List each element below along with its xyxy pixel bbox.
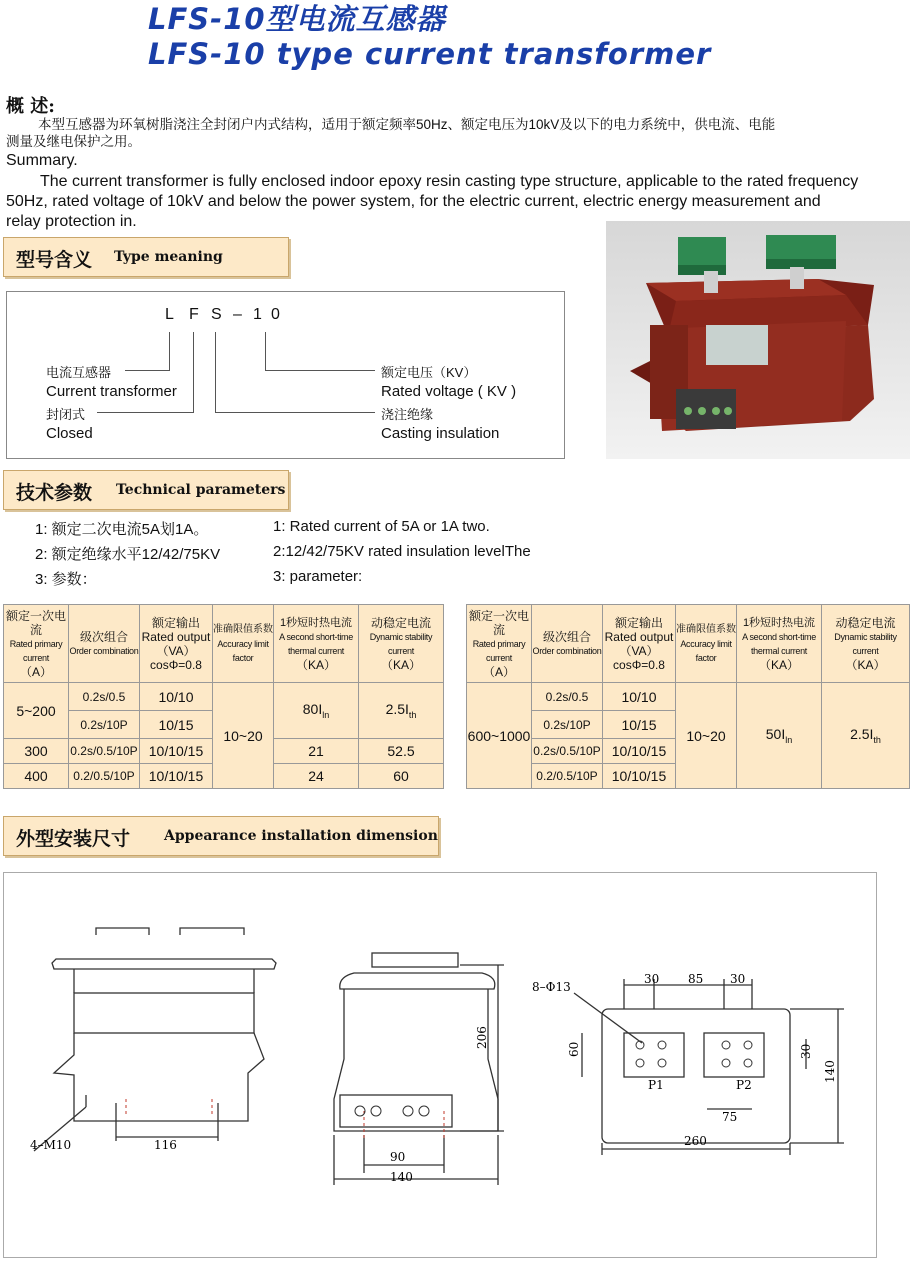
leader-l-h [125, 370, 170, 371]
th-thermal-en2: thermal current [287, 645, 345, 656]
parameter-table-2 [466, 604, 910, 789]
t2-dynamic-main: 2.5I [850, 726, 874, 743]
leader-f-h [97, 412, 194, 413]
th2-order-cn: 级次组合 [542, 629, 591, 644]
t2-dynamic [822, 683, 910, 789]
dimension-tag-en: Appearance installation dimension [164, 828, 438, 844]
t1-order-1: 0.2s/0.5 [69, 683, 140, 711]
summary-heading-en: Summary. [6, 152, 78, 169]
model-char-f: F [189, 306, 199, 323]
summary-text-cn-1: 本型互感器为环氧树脂浇注全封闭户内式结构，适用于额定频率50Hz、额定电压为10kV及以下的电力系统中，供电流、电能 [38, 117, 776, 132]
t1-thermal-a [274, 683, 359, 739]
label-rated-voltage-en: Rated voltage ( KV ) [381, 383, 517, 400]
dim-90: 90 [390, 1150, 406, 1164]
dimension-tag [3, 816, 439, 856]
dim-m10: 4–M10 [30, 1138, 72, 1152]
th2-output-cos: cosΦ=0.8 [613, 657, 665, 672]
t2-thermal-sub: ln [785, 734, 793, 745]
th2-thermal-cn: 1秒短时热电流 [742, 616, 816, 629]
th2-order-en: Order combination [532, 645, 602, 656]
title-en: LFS-10 type current transformer [148, 37, 712, 71]
th2-current-en: Rated primary current [472, 638, 526, 663]
th-alf-cn: 准确限值系数 [213, 623, 273, 635]
leader-10-h [265, 370, 375, 371]
param-en-2: 2:12/42/75KV rated insulation levelThe [273, 543, 531, 560]
th-output-unit: （VA） [156, 643, 196, 658]
th2-current-cn: 额定一次电流 [468, 608, 529, 637]
dim-260: 260 [684, 1134, 707, 1148]
th2-thermal-unit: （KA） [758, 657, 799, 672]
t1-output-3: 10/10/15 [140, 739, 213, 764]
dim-30-c: 30 [799, 1043, 813, 1059]
th2-dynamic-unit: （KA） [845, 657, 886, 672]
th2-alf-cn: 准确限值系数 [676, 623, 736, 635]
t1-dynamic-b: 52.5 [359, 739, 444, 764]
t2-current: 600~1000 [467, 683, 532, 789]
model-char-1: 1 [253, 306, 262, 323]
t1-order-3: 0.2s/0.5/10P [69, 739, 140, 764]
type-meaning-tag-cn: 型号含义 [16, 249, 93, 271]
dim-75: 75 [722, 1110, 738, 1124]
th-current-unit: （A） [19, 664, 52, 679]
summary-text-en-3: relay protection in. [6, 213, 137, 230]
t2-thermal-main: 50I [765, 726, 786, 743]
th-dynamic-en: Dynamic stability current [369, 631, 433, 656]
th-output-en: Rated output [141, 629, 211, 644]
label-current-transformer-en: Current transformer [46, 383, 177, 400]
label-rated-voltage-cn: 额定电压（KV） [381, 365, 477, 380]
t2-dynamic-sub: th [873, 734, 881, 745]
dim-p2: P2 [736, 1078, 752, 1092]
t2-order-2: 0.2s/10P [532, 711, 603, 739]
th2-thermal-en2: thermal current [750, 645, 808, 656]
t1-output-1: 10/10 [140, 683, 213, 711]
param-cn-2: 2: 额定绝缘水平12/42/75KV [35, 546, 221, 563]
th-output-cn: 额定输出 [151, 615, 200, 630]
dim-30-a: 30 [644, 972, 660, 986]
label-casting-insulation-cn: 浇注绝缘 [381, 407, 434, 422]
t2-order-4: 0.2/0.5/10P [532, 764, 603, 789]
summary-text-en-1: The current transformer is fully enclosed indoor epoxy resin casting type structure, applicable to the rated frequency [40, 173, 859, 190]
summary-heading-cn: 概 述: [6, 96, 55, 117]
th-order-en: Order combination [69, 645, 139, 656]
tech-params-tag-en: Technical parameters [116, 482, 286, 498]
param-cn-1: 1: 额定二次电流5A划1A。 [35, 521, 209, 538]
leader-s [215, 332, 216, 412]
label-current-transformer-cn: 电流互感器 [46, 365, 112, 380]
label-closed-cn: 封闭式 [46, 407, 86, 422]
table-header-row [4, 605, 444, 683]
th-thermal-cn: 1秒短时热电流 [279, 616, 353, 629]
param-en-3: 3: parameter: [273, 568, 363, 585]
t1-alf: 10~20 [213, 683, 274, 789]
t1-thermal-a-sub: ln [322, 709, 330, 720]
label-closed-en: Closed [46, 425, 93, 442]
dim-116: 116 [154, 1138, 177, 1152]
th-current-en: Rated primary current [9, 638, 63, 663]
type-meaning-tag-en: Type meaning [114, 249, 223, 265]
dim-p1: P1 [648, 1078, 664, 1092]
summary-text-en-2: 50Hz, rated voltage of 10kV and below the power system, for the electric current, electric energy measurement and [6, 193, 821, 210]
th-current-cn: 额定一次电流 [5, 608, 66, 637]
dim-30-b: 30 [730, 972, 746, 986]
th2-alf-en: Accuracy limit factor [680, 638, 732, 663]
t1-dynamic-a-main: 2.5I [385, 701, 409, 718]
t2-order-3: 0.2s/0.5/10P [532, 739, 603, 764]
t2-thermal [737, 683, 822, 789]
th-order-cn: 级次组合 [79, 629, 128, 644]
dim-140-side: 140 [390, 1170, 413, 1184]
t2-output-1: 10/10 [603, 683, 676, 711]
type-meaning-tag [3, 237, 289, 277]
t1-thermal-a-main: 80I [302, 701, 323, 718]
t2-output-4: 10/10/15 [603, 764, 676, 789]
leader-l [169, 332, 170, 370]
model-char-dash: – [233, 306, 242, 323]
t2-output-2: 10/15 [603, 711, 676, 739]
t1-output-2: 10/15 [140, 711, 213, 739]
th-dynamic-cn: 动稳定电流 [370, 615, 431, 630]
t2-output-3: 10/10/15 [603, 739, 676, 764]
title-cn: LFS-10型电流互感器 [148, 2, 446, 36]
t1-thermal-c: 24 [274, 764, 359, 789]
t1-output-4: 10/10/15 [140, 764, 213, 789]
param-cn-3: 3: 参数： [35, 571, 97, 588]
t1-dynamic-a-sub: th [408, 709, 417, 720]
dimension-drawing [3, 872, 877, 1258]
model-char-0: 0 [271, 306, 280, 323]
dim-85: 85 [688, 972, 704, 986]
model-char-s: S [211, 306, 222, 323]
th2-output-cn: 额定输出 [614, 615, 663, 630]
t1-current-c: 400 [4, 764, 69, 789]
t1-order-4: 0.2/0.5/10P [69, 764, 140, 789]
tech-params-tag [3, 470, 289, 510]
label-casting-insulation-en: Casting insulation [381, 425, 500, 442]
t1-thermal-b: 21 [274, 739, 359, 764]
th2-dynamic-en: Dynamic stability current [834, 631, 897, 656]
tech-params-tag-cn: 技术参数 [16, 482, 93, 504]
th-alf-en: Accuracy limit factor [217, 638, 269, 663]
parameter-table-1 [3, 604, 444, 789]
dim-60: 60 [567, 1041, 581, 1057]
th2-current-unit: （A） [482, 664, 515, 679]
th2-dynamic-cn: 动稳定电流 [835, 615, 896, 630]
dim-206: 206 [475, 1026, 489, 1049]
t2-order-1: 0.2s/0.5 [532, 683, 603, 711]
dim-hole: 8–Φ13 [532, 980, 571, 994]
th2-output-en: Rated output [604, 629, 674, 644]
th-thermal-en: A second short-time [279, 631, 353, 642]
dimension-tag-cn: 外型安装尺寸 [16, 828, 131, 850]
t1-dynamic-a [359, 683, 444, 739]
t2-alf: 10~20 [676, 683, 737, 789]
th-thermal-unit: （KA） [295, 657, 336, 672]
dim-140-top: 140 [823, 1060, 837, 1083]
t1-order-2: 0.2s/10P [69, 711, 140, 739]
t1-dynamic-c: 60 [359, 764, 444, 789]
product-photo [606, 221, 910, 459]
th2-thermal-en: A second short-time [742, 631, 816, 642]
th-dynamic-unit: （KA） [380, 657, 421, 672]
th2-output-unit: （VA） [619, 643, 659, 658]
param-en-1: 1: Rated current of 5A or 1A two. [273, 518, 490, 535]
type-meaning-diagram [6, 291, 565, 459]
t1-current-b: 300 [4, 739, 69, 764]
leader-10 [265, 332, 266, 370]
leader-f [193, 332, 194, 412]
model-char-l: L [165, 306, 174, 323]
leader-s-h [215, 412, 375, 413]
summary-text-cn-2: 测量及继电保护之用。 [6, 134, 141, 149]
t1-current-a: 5~200 [4, 683, 69, 739]
th-output-cos: cosΦ=0.8 [150, 657, 202, 672]
